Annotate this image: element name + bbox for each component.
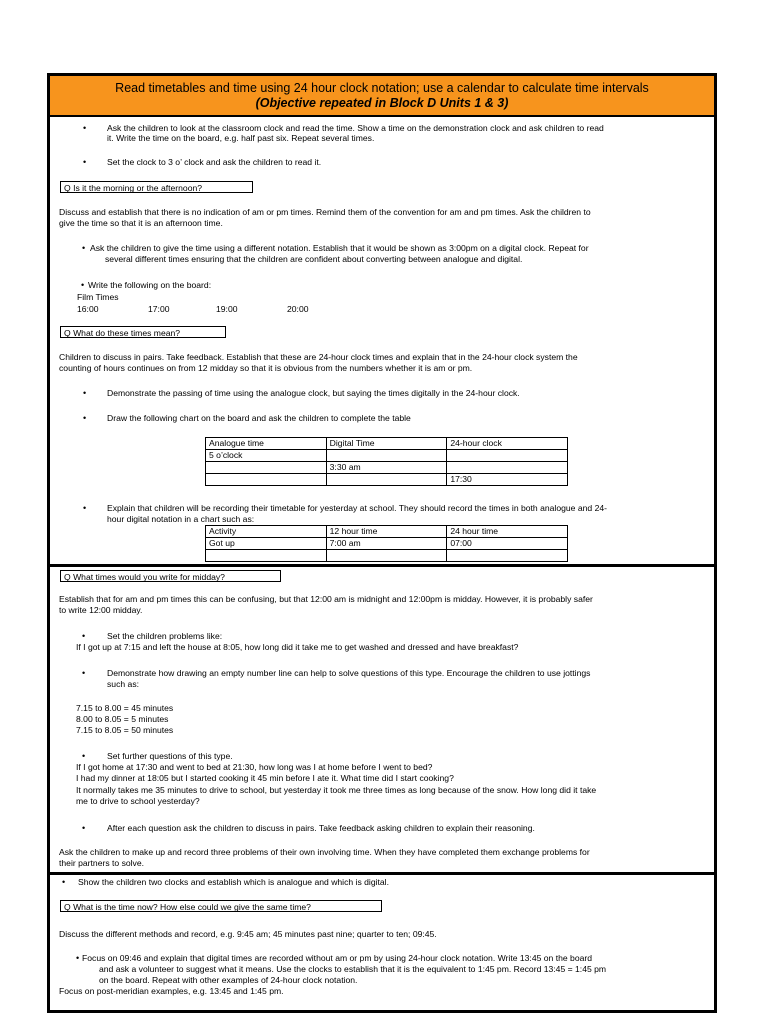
s2-para2-line2: their partners to solve. — [59, 858, 145, 868]
bullet-icon: • — [62, 877, 66, 887]
lesson-plan-frame — [47, 73, 717, 1013]
s3-bullet2-line2: and ask a volunteer to suggest what it means. Use the clocks to establish that it is the equivalent to 1:45 pm. Record 13:45 = 1:45 pm — [99, 964, 607, 974]
s2-bullet2-line1: Demonstrate how drawing an empty number line can help to solve questions of this type. Encourage the children to use jottings — [107, 668, 591, 678]
table-header-cell: Digital Time — [326, 438, 447, 450]
bullet-icon: • — [82, 823, 86, 833]
conversion-table — [205, 437, 568, 486]
bullet-icon: • — [82, 243, 86, 253]
table-cell[interactable]: 3:30 am — [326, 462, 447, 474]
table-cell[interactable] — [447, 550, 568, 562]
bullet-icon: • — [82, 631, 86, 641]
section-divider — [50, 564, 714, 567]
s3-para1: Discuss the different methods and record, e.g. 9:45 am; 45 minutes past nine; quarter to ten; 09:45. — [59, 929, 437, 939]
table-cell[interactable] — [447, 462, 568, 474]
s2-bullet1: Set the children problems like: — [107, 631, 223, 641]
s2-bullet2-line2: such as: — [107, 679, 140, 689]
table-row — [206, 474, 568, 486]
s2-bullet4: After each question ask the children to discuss in pairs. Take feedback asking children to explain their reasoning. — [107, 823, 535, 833]
s1-bullet7-line1: Explain that children will be recording their timetable for yesterday at school. They should record the times in both analogue and 24- — [107, 503, 607, 513]
table-cell[interactable] — [326, 450, 447, 462]
table-header-cell: Activity — [206, 526, 327, 538]
table-cell[interactable] — [206, 462, 327, 474]
s1-bullet4: Write the following on the board: — [88, 280, 212, 290]
s1-bullet3-line1: Ask the children to give the time using a different notation. Establish that it would be shown as 3:00pm on a digital clock. Repeat for — [90, 243, 589, 253]
film-time-3: 19:00 — [216, 304, 238, 314]
film-time-2: 17:00 — [148, 304, 170, 314]
table-header-row — [206, 438, 568, 450]
bullet-icon: • — [83, 413, 87, 423]
question-box-1: Q Is it the morning or the afternoon? — [60, 181, 253, 193]
bullet-icon: • — [81, 280, 85, 290]
table-cell[interactable] — [326, 474, 447, 486]
s1-bullet1-line2: it. Write the time on the board, e.g. half past six. Repeat several times. — [107, 133, 375, 143]
s1-para2-line2: counting of hours continues on from 12 midday so that it is obvious from the numbers whether it is am or pm. — [59, 363, 473, 373]
s2-bullet1-line2: If I got up at 7:15 and left the house at 8:05, how long did it take me to get washed and dressed and have breakfast? — [76, 642, 519, 652]
s1-bullet7-line2: hour digital notation in a chart such as: — [107, 514, 255, 524]
question-box-2: Q What do these times mean? — [60, 326, 226, 338]
s3-bullet1: Show the children two clocks and establish which is analogue and which is digital. — [78, 877, 389, 887]
table-header-row — [206, 526, 568, 538]
s1-bullet1-line1: Ask the children to look at the classroom clock and read the time. Show a time on the demonstration clock and ask children to read — [107, 123, 604, 133]
objective-header — [50, 76, 714, 117]
s3-para2: Focus on post-meridian examples, e.g. 13:45 and 1:45 pm. — [59, 986, 284, 996]
section-divider — [50, 872, 714, 875]
table-header-cell: Analogue time — [206, 438, 327, 450]
objective-subtitle: (Objective repeated in Block D Units 1 & 3) — [255, 96, 509, 110]
s2-question-line2: I had my dinner at 18:05 but I started cooking it 45 min before I ate it. What time did I start cooking? — [76, 773, 454, 783]
table-cell[interactable]: Got up — [206, 538, 327, 550]
table-cell[interactable] — [326, 550, 447, 562]
bullet-icon: • — [82, 668, 86, 678]
s1-bullet6: Draw the following chart on the board and ask the children to complete the table — [107, 413, 411, 423]
s2-question-line4: me to drive to school yesterday? — [76, 796, 200, 806]
s1-bullet5: Demonstrate the passing of time using the analogue clock, but saying the times digitally in the 24-hour clock. — [107, 388, 520, 398]
jotting-3: 7.15 to 8.05 = 50 minutes — [76, 725, 174, 735]
table-row — [206, 538, 568, 550]
film-time-4: 20:00 — [287, 304, 309, 314]
s1-bullet3-line2: several different times ensuring that the children are confident about converting between analogue and digital. — [105, 254, 523, 264]
s2-question-line1: If I got home at 17:30 and went to bed at 21:30, how long was I at home before I went to bed? — [76, 762, 433, 772]
bullet-icon: • — [82, 751, 86, 761]
table-cell[interactable]: 17:30 — [447, 474, 568, 486]
table-row — [206, 550, 568, 562]
bullet-icon: • — [76, 953, 80, 963]
table-row — [206, 450, 568, 462]
s1-bullet2: Set the clock to 3 o’ clock and ask the children to read it. — [107, 157, 322, 167]
s2-bullet3: Set further questions of this type. — [107, 751, 233, 761]
table-cell[interactable] — [206, 550, 327, 562]
s2-para1-line2: to write 12:00 midday. — [59, 605, 143, 615]
film-times-label: Film Times — [77, 292, 119, 302]
table-header-cell: 24 hour time — [447, 526, 568, 538]
bullet-icon: • — [83, 388, 87, 398]
bullet-icon: • — [83, 123, 87, 133]
film-time-1: 16:00 — [77, 304, 99, 314]
table-header-cell: 12 hour time — [326, 526, 447, 538]
timetable-chart — [205, 525, 568, 562]
table-cell[interactable]: 07:00 — [447, 538, 568, 550]
s3-bullet2-line3: on the board. Repeat with other examples of 24-hour clock notation. — [99, 975, 358, 985]
s1-para1-line1: Discuss and establish that there is no indication of am or pm times. Remind them of the convention for am and pm times. Ask the children to — [59, 207, 591, 217]
table-header-cell: 24-hour clock — [447, 438, 568, 450]
jotting-2: 8.00 to 8.05 = 5 minutes — [76, 714, 169, 724]
s3-bullet2-line1: Focus on 09:46 and explain that digital times are recorded without am or pm by using 24-hour clock notation. Write 13:45 on the board — [82, 953, 593, 963]
bullet-icon: • — [83, 157, 87, 167]
bullet-icon: • — [83, 503, 87, 513]
table-cell[interactable]: 5 o’clock — [206, 450, 327, 462]
table-row — [206, 462, 568, 474]
s2-para2-line1: Ask the children to make up and record three problems of their own involving time. When they have completed them exchange problems for — [59, 847, 590, 857]
s2-para1-line1: Establish that for am and pm times this can be confusing, but that 12:00 am is midnight and 12:00pm is midday. However, it is probably safer — [59, 594, 593, 604]
table-cell[interactable] — [447, 450, 568, 462]
s1-para1-line2: give the time so that it is an afternoon time. — [59, 218, 223, 228]
jotting-1: 7.15 to 8.00 = 45 minutes — [76, 703, 174, 713]
objective-title: Read timetables and time using 24 hour clock notation; use a calendar to calculate time intervals — [115, 81, 649, 95]
question-box-4: Q What is the time now? How else could we give the same time? — [60, 900, 382, 912]
s2-question-line3: It normally takes me 35 minutes to drive to school, but yesterday it took me three times as long because of the snow. How long did it take — [76, 785, 597, 795]
question-box-3: Q What times would you write for midday? — [60, 570, 281, 582]
s1-para2-line1: Children to discuss in pairs. Take feedback. Establish that these are 24-hour clock times and explain that in the 24-hour clock system the — [59, 352, 578, 362]
table-cell[interactable] — [206, 474, 327, 486]
table-cell[interactable]: 7:00 am — [326, 538, 447, 550]
